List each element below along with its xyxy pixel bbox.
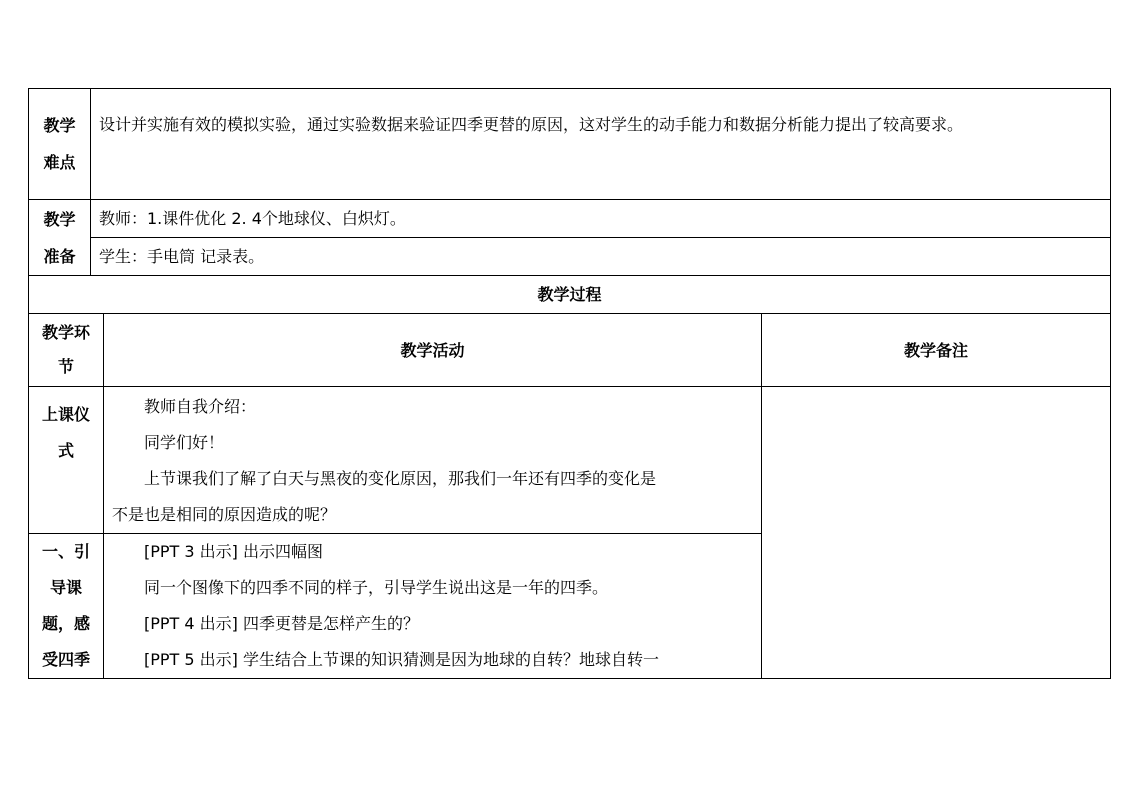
process-title-row (29, 276, 1111, 314)
activity-line: [PPT 3 出示] 出示四幅图 (144, 542, 323, 561)
stage-line: 上课仪 (41, 405, 90, 424)
preparation-teacher: 教师：1.课件优化 2. 4个地球仪、白炽灯。 (91, 200, 1111, 238)
lesson-plan-document (28, 88, 1110, 679)
column-stage-header (29, 314, 104, 387)
stage-line: 一、引 (41, 542, 90, 561)
stage-cell-intro (29, 534, 104, 679)
activity-line: [PPT 5 出示] 学生结合上节课的知识猜测是因为地球的自转？地球自转一 (144, 650, 659, 669)
column-activity-header: 教学活动 (104, 314, 762, 387)
preparation-student-row (29, 238, 1111, 276)
lesson-info-table (28, 88, 1111, 314)
preparation-label-line2: 准备 (43, 246, 76, 266)
difficulty-label-line1: 教学 (43, 116, 76, 135)
preparation-student: 学生：手电筒 记录表。 (91, 238, 1111, 276)
column-stage-header-line2: 节 (57, 357, 74, 376)
activity-cell-ceremony (104, 387, 762, 534)
stage-line: 受四季 (41, 650, 90, 669)
activity-line: [PPT 4 出示] 四季更替是怎样产生的？ (144, 614, 419, 633)
stage-line: 题，感 (41, 614, 90, 633)
activity-line: 教师自我介绍： (144, 397, 257, 416)
activity-line: 不是也是相同的原因造成的呢？ (112, 505, 337, 524)
preparation-label (29, 200, 91, 276)
difficulty-label-line2: 难点 (43, 153, 76, 172)
column-stage-header-line1: 教学环 (41, 323, 90, 342)
activity-line: 同一个图像下的四季不同的样子，引导学生说出这是一年的四季。 (144, 578, 609, 597)
process-table (28, 313, 1111, 679)
process-header-row (29, 314, 1111, 387)
activity-line: 同学们好！ (144, 433, 225, 452)
stage-cell-ceremony (29, 387, 104, 534)
difficulty-text: 设计并实施有效的模拟实验，通过实验数据来验证四季更替的原因，这对学生的动手能力和数据分析能力提出了较高要求。 (91, 89, 1111, 200)
notes-cell (762, 387, 1111, 679)
column-notes-header: 教学备注 (762, 314, 1111, 387)
process-row-ceremony (29, 387, 1111, 534)
activity-cell-intro (104, 534, 762, 679)
stage-line: 导课 (49, 578, 82, 597)
process-title: 教学过程 (29, 276, 1111, 314)
preparation-label-line1: 教学 (43, 209, 76, 229)
activity-line: 上节课我们了解了白天与黑夜的变化原因，那我们一年还有四季的变化是 (144, 469, 657, 488)
preparation-teacher-row (29, 200, 1111, 238)
difficulty-label (29, 89, 91, 200)
stage-line: 式 (57, 441, 74, 460)
difficulty-row (29, 89, 1111, 200)
